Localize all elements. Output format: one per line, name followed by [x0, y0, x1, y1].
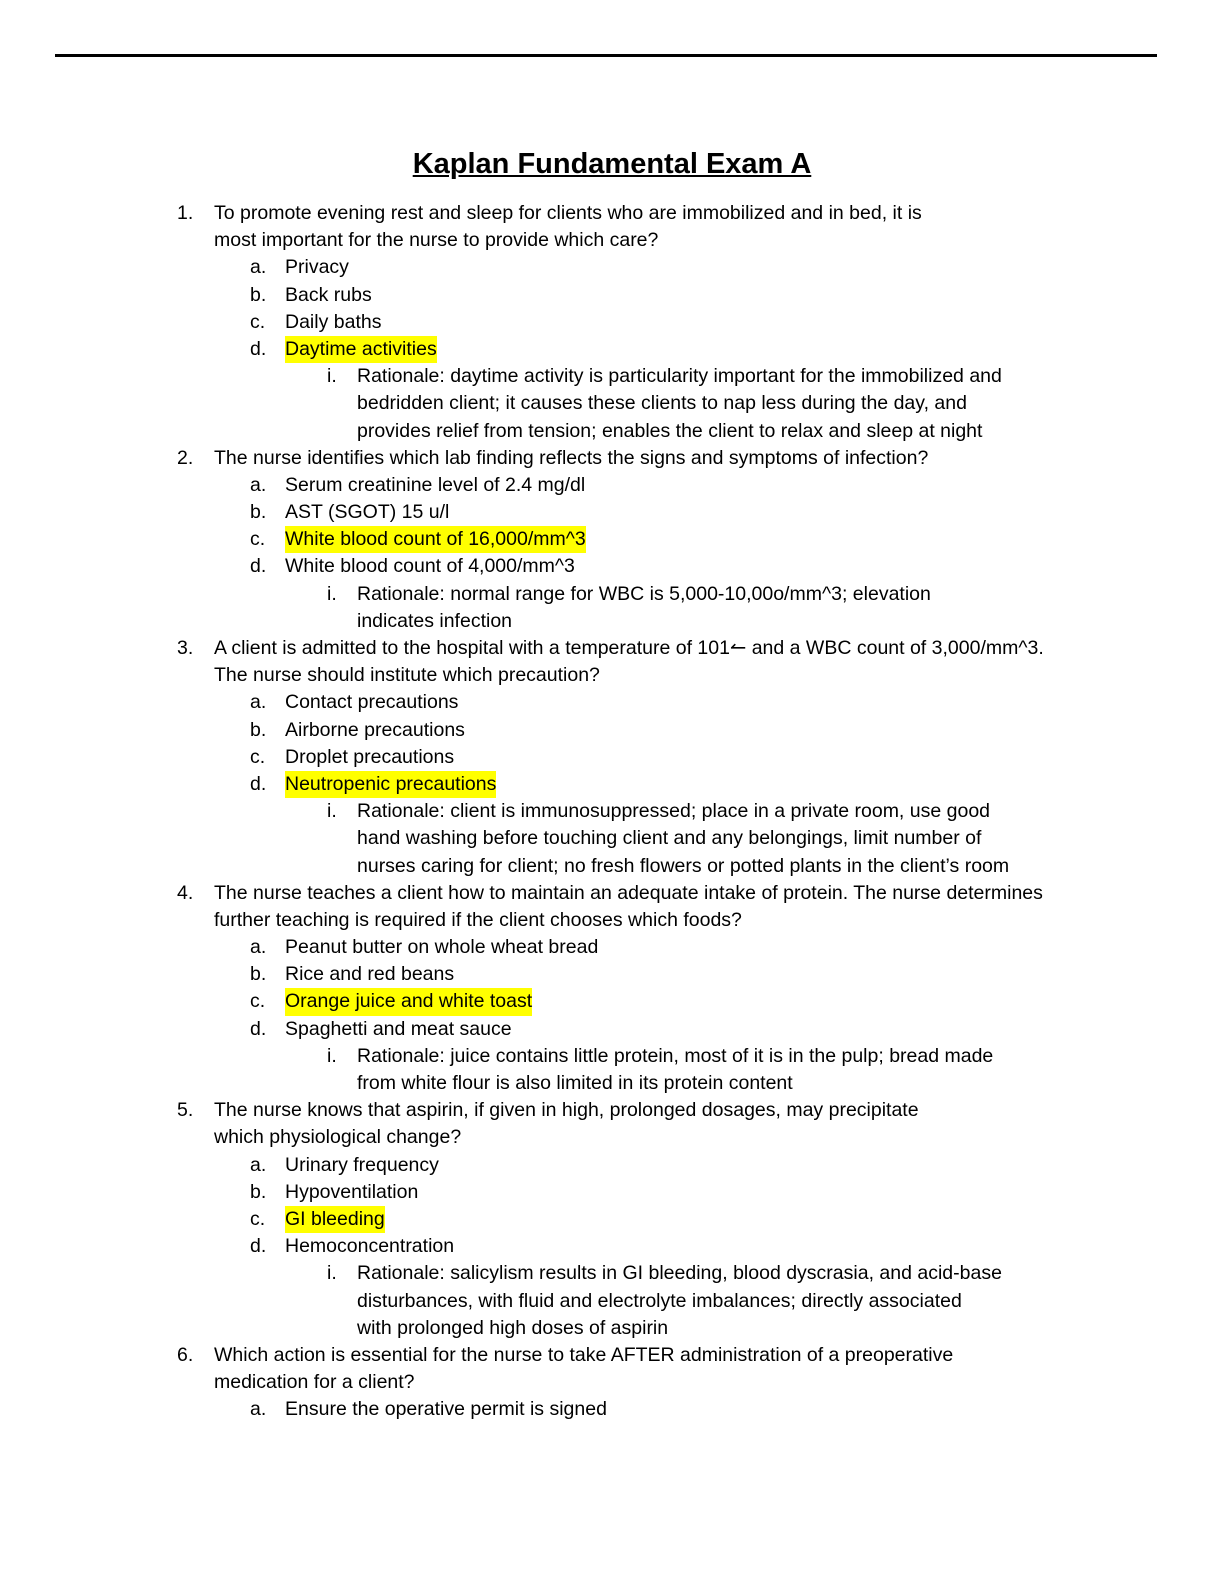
rationale-line	[0, 363, 1224, 390]
question-number: 5.	[177, 1099, 194, 1122]
option-text: Peanut butter on whole wheat bread	[285, 936, 599, 959]
question-text: Which action is essential for the nurse to take AFTER administration of a preoperative	[214, 1343, 954, 1366]
answer-option	[0, 717, 1224, 744]
highlighted-correct-answer: Orange juice and white toast	[285, 988, 532, 1015]
question-number: 2.	[177, 446, 194, 469]
rationale-text: bedridden client; it causes these clients to nap less during the day, and	[357, 392, 967, 415]
question-text: The nurse teaches a client how to maintain an adequate intake of protein. The nurse determines	[214, 881, 1043, 904]
highlighted-correct-answer: GI bleeding	[285, 1206, 385, 1233]
answer-option	[0, 988, 1224, 1015]
rationale-line	[0, 608, 1224, 635]
answer-option	[0, 1206, 1224, 1233]
option-letter: d.	[250, 1017, 267, 1040]
option-letter: d.	[250, 1235, 267, 1258]
option-text: Droplet precautions	[285, 745, 455, 768]
question-text: medication for a client?	[214, 1371, 415, 1394]
option-text: AST (SGOT) 15 u/l	[285, 501, 450, 524]
question-number: 1.	[177, 202, 194, 224]
rationale-line	[0, 390, 1224, 417]
answer-option	[0, 499, 1224, 526]
question-line	[0, 1097, 1224, 1124]
option-text: Airborne precautions	[285, 718, 465, 741]
answer-option	[0, 934, 1224, 961]
question-number: 6.	[177, 1343, 194, 1366]
highlighted-correct-answer: Neutropenic precautions	[285, 771, 496, 798]
option-text: Daily baths	[285, 310, 382, 333]
rationale-line	[0, 1315, 1224, 1342]
option-text: Back rubs	[285, 283, 372, 306]
question-line	[0, 445, 1224, 472]
option-letter: a.	[250, 1398, 267, 1421]
rationale-text: Rationale: salicylism results in GI bleeding, blood dyscrasia, and acid-base	[357, 1262, 1002, 1285]
answer-option	[0, 526, 1224, 553]
question-text: To promote evening rest and sleep for clients who are immobilized and in bed, it is	[214, 202, 922, 224]
option-text: White blood count of 4,000/mm^3	[285, 555, 575, 578]
rationale-line	[0, 1043, 1224, 1070]
option-letter: c.	[250, 528, 266, 551]
rationale-text: Rationale: normal range for WBC is 5,000-10,00o/mm^3; elevation	[357, 582, 931, 605]
answer-option	[0, 309, 1224, 336]
option-letter: c.	[250, 745, 266, 768]
rationale-line	[0, 418, 1224, 445]
option-letter: d.	[250, 772, 267, 795]
option-letter: c.	[250, 1207, 266, 1230]
rationale-line	[0, 581, 1224, 608]
answer-option	[0, 336, 1224, 363]
option-letter: b.	[250, 963, 267, 986]
answer-option	[0, 689, 1224, 716]
page-title: Kaplan Fundamental Exam A	[412, 148, 812, 180]
option-letter: b.	[250, 718, 267, 741]
answer-option	[0, 254, 1224, 281]
answer-option	[0, 282, 1224, 309]
question-line	[0, 227, 1224, 254]
question-line	[0, 907, 1224, 934]
rationale-text: nurses caring for client; no fresh flowers or potted plants in the client’s room	[357, 854, 1010, 877]
question-line	[0, 635, 1224, 662]
option-text: Ensure the operative permit is signed	[285, 1398, 607, 1421]
option-text: Hypoventilation	[285, 1180, 419, 1203]
rationale-line	[0, 1288, 1224, 1315]
option-text: Serum creatinine level of 2.4 mg/dl	[285, 473, 586, 496]
rationale-text: indicates infection	[357, 609, 513, 632]
option-letter: b.	[250, 501, 267, 524]
option-letter: d.	[250, 555, 267, 578]
question-list	[0, 200, 1224, 1423]
option-letter: a.	[250, 691, 267, 714]
question-line	[0, 1369, 1224, 1396]
question-line	[0, 1124, 1224, 1151]
question-number: 4.	[177, 881, 194, 904]
question-line	[0, 1342, 1224, 1369]
option-letter: a.	[250, 1153, 267, 1176]
option-text: Urinary frequency	[285, 1153, 439, 1176]
rationale-text: with prolonged high doses of aspirin	[357, 1316, 669, 1339]
question-text: The nurse identifies which lab finding reflects the signs and symptoms of infection?	[214, 446, 929, 469]
rationale-line	[0, 798, 1224, 825]
option-text: Rice and red beans	[285, 963, 455, 986]
option-letter: c.	[250, 990, 266, 1013]
answer-option	[0, 1152, 1224, 1179]
rationale-line	[0, 825, 1224, 852]
question-line	[0, 662, 1224, 689]
rationale-marker: i.	[327, 1262, 337, 1285]
option-letter: b.	[250, 283, 267, 306]
top-rule	[55, 54, 1157, 57]
answer-option	[0, 771, 1224, 798]
option-letter: b.	[250, 1180, 267, 1203]
question-line	[0, 200, 1224, 227]
rationale-line	[0, 1070, 1224, 1097]
answer-option	[0, 553, 1224, 580]
rationale-marker: i.	[327, 582, 337, 605]
rationale-text: provides relief from tension; enables the client to relax and sleep at night	[357, 419, 983, 442]
answer-option	[0, 1179, 1224, 1206]
rationale-marker: i.	[327, 800, 337, 823]
highlighted-correct-answer: White blood count of 16,000/mm^3	[285, 526, 586, 553]
option-text: Spaghetti and meat sauce	[285, 1017, 512, 1040]
rationale-marker: i.	[327, 1044, 337, 1067]
answer-option	[0, 744, 1224, 771]
question-text: further teaching is required if the client chooses which foods?	[214, 908, 742, 931]
answer-option	[0, 1396, 1224, 1423]
rationale-text: Rationale: client is immunosuppressed; place in a private room, use good	[357, 800, 991, 823]
option-text: Contact precautions	[285, 691, 459, 714]
answer-option	[0, 961, 1224, 988]
question-line	[0, 880, 1224, 907]
option-letter: a.	[250, 256, 267, 279]
rationale-text: Rationale: juice contains little protein, most of it is in the pulp; bread made	[357, 1044, 994, 1067]
rationale-text: disturbances, with fluid and electrolyte imbalances; directly associated	[357, 1289, 962, 1312]
question-text: The nurse knows that aspirin, if given in high, prolonged dosages, may precipitate	[214, 1099, 919, 1122]
question-text: A client is admitted to the hospital with a temperature of 101↼ and a WBC count of 3,000/mm^3.	[214, 637, 1044, 659]
answer-option	[0, 472, 1224, 499]
option-letter: c.	[250, 310, 266, 333]
option-text: Privacy	[285, 256, 349, 279]
answer-option	[0, 1016, 1224, 1043]
option-letter: d.	[250, 337, 267, 360]
question-text: most important for the nurse to provide which care?	[214, 229, 659, 252]
question-number: 3.	[177, 637, 194, 659]
rationale-line	[0, 1260, 1224, 1287]
rationale-text: from white flour is also limited in its protein content	[357, 1072, 793, 1094]
rationale-text: Rationale: daytime activity is particularity important for the immobilized and	[357, 365, 1002, 388]
rationale-marker: i.	[327, 365, 337, 388]
rationale-line	[0, 853, 1224, 880]
option-text: Hemoconcentration	[285, 1235, 455, 1258]
question-text: which physiological change?	[214, 1126, 462, 1149]
rationale-text: hand washing before touching client and any belongings, limit number of	[357, 827, 982, 850]
option-letter: a.	[250, 473, 267, 496]
question-text: The nurse should institute which precaution?	[214, 664, 600, 687]
option-letter: a.	[250, 936, 267, 959]
answer-option	[0, 1233, 1224, 1260]
highlighted-correct-answer: Daytime activities	[285, 336, 437, 363]
